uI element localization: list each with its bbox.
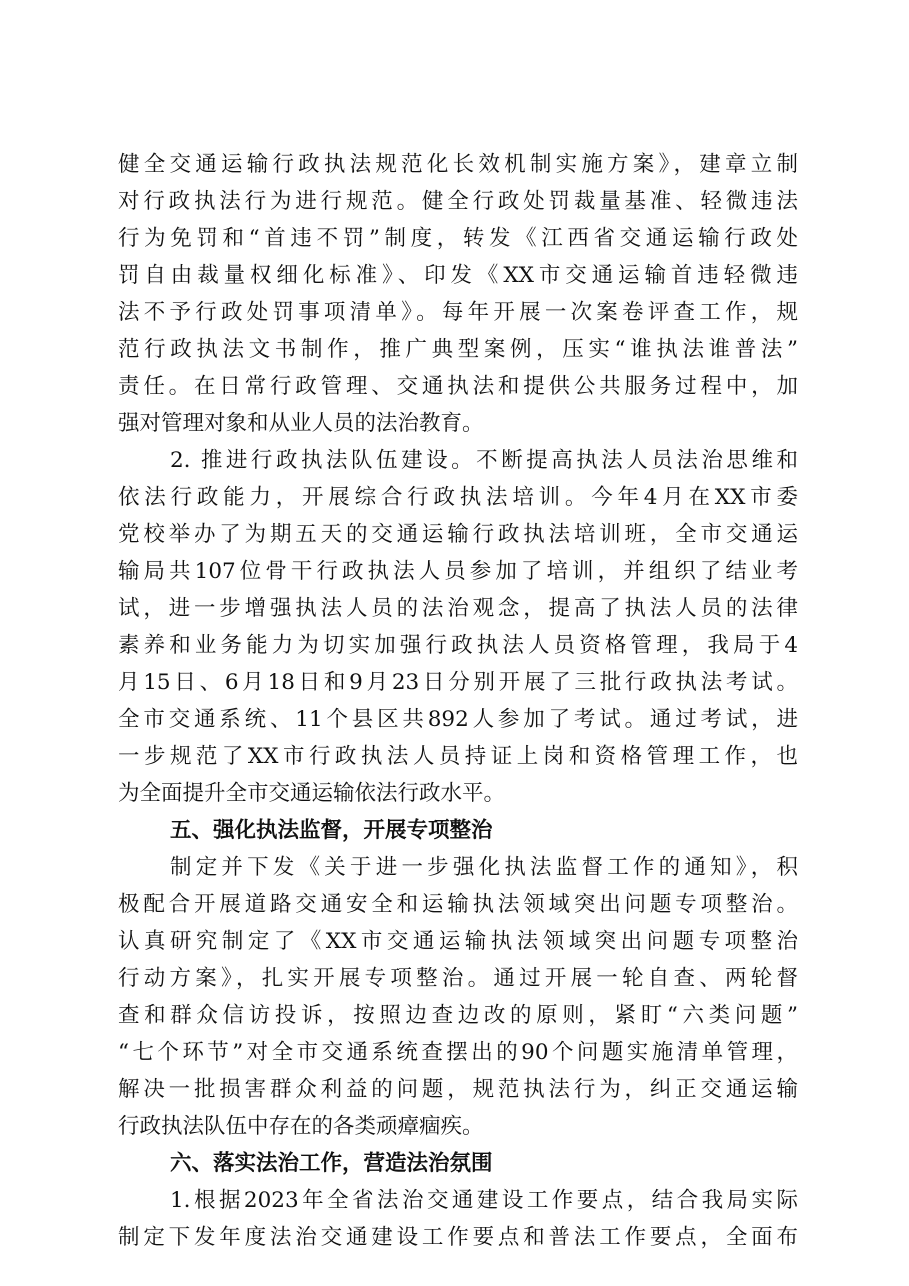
text-line: 查和群众信访投诉，按照边查边改的原则，紧盯“六类问题” <box>118 1003 798 1028</box>
text-line: 素养和业务能力为切实加强行政执法人员资格管理，我局于4 <box>118 633 798 658</box>
text-line: 制定并下发《关于进一步强化执法监督工作的通知》，积 <box>170 855 798 880</box>
text-line: 责任。在日常行政管理、交通执法和提供公共服务过程中，加 <box>118 374 798 399</box>
text-line: 解决一批损害群众利益的问题，规范执法行为，纠正交通运输 <box>118 1077 798 1102</box>
section-heading-5: 五、强化执法监督，开展专项整治 <box>170 818 493 843</box>
text-line: 法不予行政处罚事项清单》。每年开展一次案卷评查工作，规 <box>118 300 798 325</box>
text-line: 强对管理对象和从业人员的法治教育。 <box>118 411 484 436</box>
text-line: 极配合开展道路交通安全和运输执法领域突出问题专项整治。 <box>118 892 798 917</box>
text-line: 对行政执法行为进行规范。健全行政处罚裁量基准、轻微违法 <box>118 189 798 214</box>
section-heading-6: 六、落实法治工作，营造法治氛围 <box>170 1151 493 1176</box>
text-line: 罚自由裁量权细化标准》、印发《XX市交通运输首违轻微违 <box>118 263 798 288</box>
text-line: 健全交通运输行政执法规范化长效机制实施方案》，建章立制 <box>118 152 798 177</box>
paragraph-enforcement-team <box>118 442 798 812</box>
text-line: “七个环节”对全市交通系统查摆出的90个问题实施清单管理， <box>118 1040 798 1065</box>
paragraph-regulation <box>118 146 798 442</box>
text-line: 依法行政能力，开展综合行政执法培训。今年4月在XX市委 <box>118 485 798 510</box>
text-line: 一步规范了XX市行政执法人员持证上岗和资格管理工作，也 <box>118 744 798 769</box>
text-line: 试，进一步增强执法人员的法治观念，提高了执法人员的法律 <box>118 596 798 621</box>
text-line: 输局共107位骨干行政执法人员参加了培训，并组织了结业考 <box>118 559 798 584</box>
text-line: 为全面提升全市交通运输依法行政水平。 <box>118 781 506 806</box>
text-line: 行政执法队伍中存在的各类顽瘴痼疾。 <box>118 1114 484 1139</box>
text-line: 制定下发年度法治交通建设工作要点和普法工作要点，全面布 <box>118 1225 798 1250</box>
text-line: 全市交通系统、11个县区共892人参加了考试。通过考试，进 <box>118 707 798 732</box>
paragraph-supervision <box>118 849 798 1145</box>
text-line: 月15日、6月18日和9月23日分别开展了三批行政执法考试。 <box>118 670 798 695</box>
text-line: 范行政执法文书制作，推广典型案例，压实“谁执法谁普法” <box>118 337 798 362</box>
text-line: 党校举办了为期五天的交通运输行政执法培训班，全市交通运 <box>118 522 798 547</box>
text-line: 认真研究制定了《XX市交通运输执法领域突出问题专项整治 <box>118 929 798 954</box>
text-line: 2. 推进行政执法队伍建设。不断提高执法人员法治思维和 <box>170 448 798 473</box>
paragraph-rule-of-law <box>118 1182 798 1256</box>
text-line: 行动方案》，扎实开展专项整治。通过开展一轮自查、两轮督 <box>118 966 798 991</box>
document-body <box>118 146 798 1256</box>
text-line: 行为免罚和“首违不罚”制度，转发《江西省交通运输行政处 <box>118 226 798 251</box>
text-line: 1.根据2023年全省法治交通建设工作要点，结合我局实际 <box>170 1188 798 1213</box>
